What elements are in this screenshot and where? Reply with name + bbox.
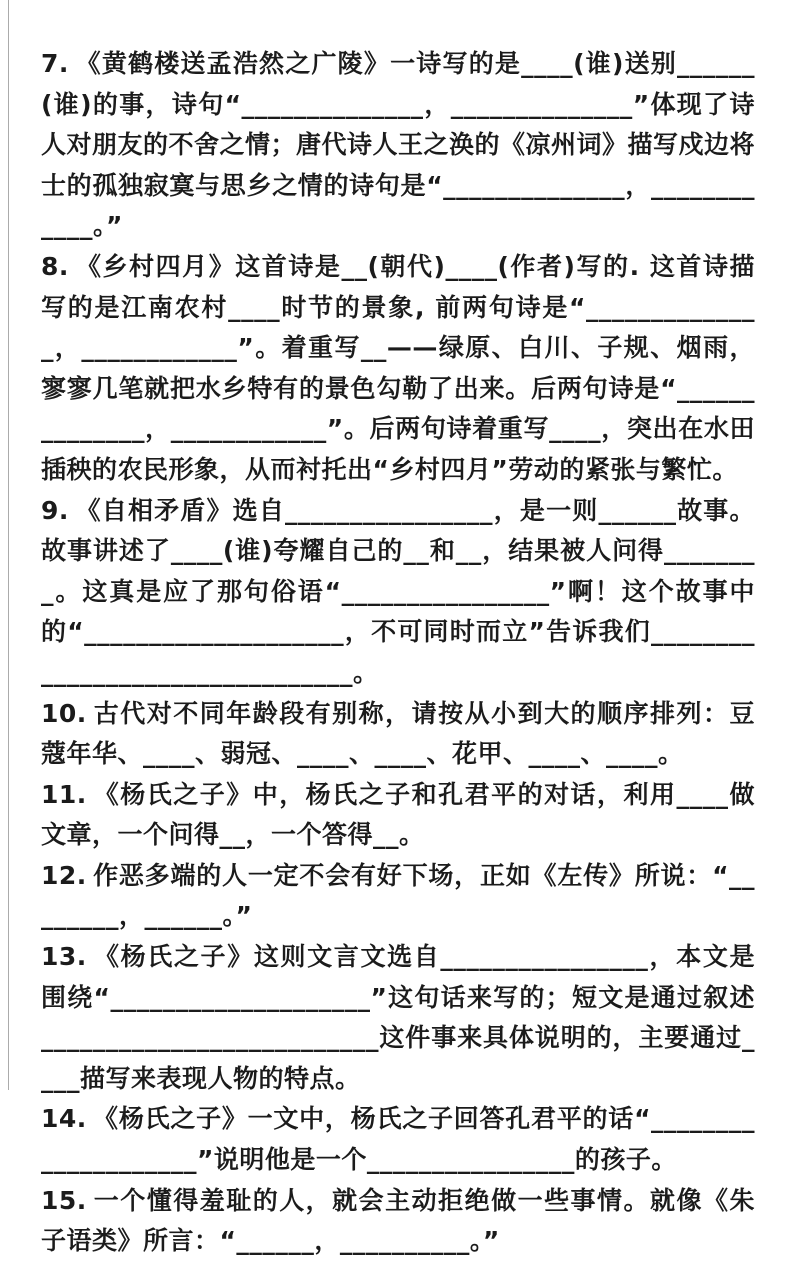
question-text: 作恶多端的人一定不会有好下场，正如《左传》所说：“________，______。” [41, 860, 755, 931]
question-number: 10. [41, 698, 87, 728]
question-text: 《杨氏之子》中，杨氏之子和孔君平的对话，利用____做文章，一个问得__，一个答得__。 [41, 779, 755, 850]
question-11 [41, 775, 755, 856]
question-number: 12. [41, 860, 87, 890]
question-15 [41, 1181, 755, 1262]
question-text: 《自相矛盾》选自________________，是一则______故事。故事讲述了____(谁)夸耀自己的__和__，结果被人问得________。这真是应了那句俗语“________________”啊！这个故事中的“____________________，不可同时而立”告诉我们________________________________。 [41, 495, 755, 687]
question-number: 15. [41, 1185, 87, 1215]
question-10 [41, 694, 755, 775]
question-8 [41, 247, 755, 491]
question-number: 13. [41, 942, 87, 972]
question-text: 古代对不同年龄段有别称，请按从小到大的顺序排列：豆蔻年华、____、弱冠、____、____、花甲、____、____。 [41, 698, 755, 769]
question-number: 8. [41, 251, 69, 281]
question-number: 11. [41, 779, 87, 809]
question-number: 7. [41, 49, 69, 78]
question-12 [41, 856, 755, 937]
question-text: 一个懂得羞耻的人，就会主动拒绝做一些事情。就像《朱子语类》所言：“______，__________。” [41, 1185, 755, 1256]
question-text: 《黄鹤楼送孟浩然之广陵》一诗写的是____(谁)送别______(谁)的事，诗句“______________，______________”体现了诗人对朋友的不舍之情；唐代诗人王之涣的《凉州词》描写戍边将士的孤独寂寞与思乡之情的诗句是“______________，____________。” [41, 49, 756, 241]
questions-list [41, 44, 755, 1262]
question-number: 14. [41, 1104, 87, 1134]
question-number: 9. [41, 495, 69, 525]
question-text: 《杨氏之子》一文中，杨氏之子回答孔君平的话“____________________”说明他是一个________________的孩子。 [41, 1104, 755, 1175]
question-13 [41, 937, 755, 1099]
question-14 [41, 1099, 755, 1180]
question-text: 《杨氏之子》这则文言文选自________________，本文是围绕“____________________”这句话来写的；短文是通过叙述__________________________这件事来具体说明的，主要通过____描写来表现人物的特点。 [41, 942, 755, 1093]
question-text: 《乡村四月》这首诗是__(朝代)____(作者)写的. 这首诗描写的是江南农村____时节的景象, 前两句诗是“______________，____________”。着重写__——绿原、白川、子规、烟雨，寥寥几笔就把水乡特有的景色勾勒了出来。后两句诗是“______________，____________”。后两句诗着重写____，突出在水田插秧的农民形象，从而衬托出“乡村四月”劳动的紧张与繁忙。 [41, 251, 755, 484]
scan-edge-line [8, 0, 9, 1090]
question-7 [41, 44, 755, 247]
question-9 [41, 491, 755, 694]
